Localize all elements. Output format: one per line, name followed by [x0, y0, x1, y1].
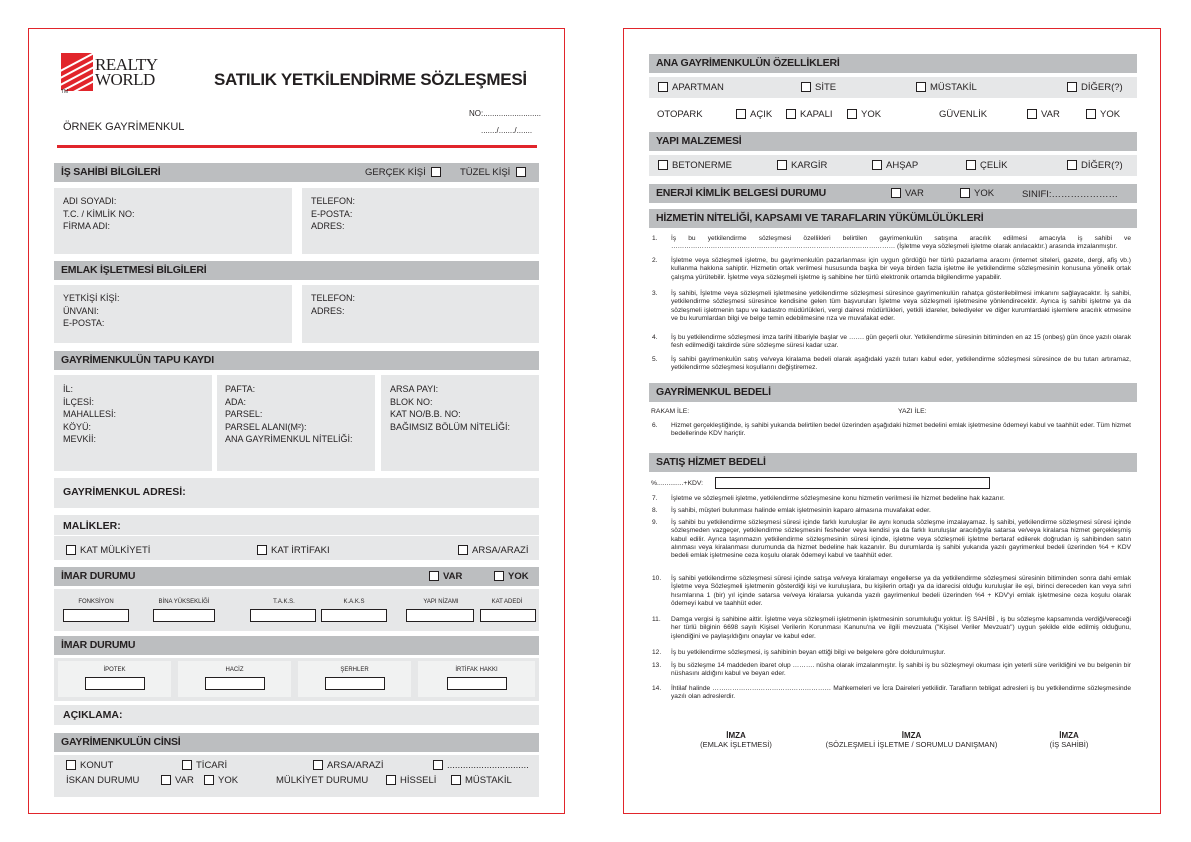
feature-other-label: DİĞER(?) [1081, 82, 1123, 93]
owner-header-text: İŞ SAHİBİ BİLGİLERİ [61, 166, 161, 178]
parking-label: OTOPARK [657, 109, 703, 120]
owner-phone-field: TELEFON: [311, 196, 356, 206]
clause-text: İş sahibi, müşteri bulunması halinde emlak işletmesinin kaparo almasına muvafakat eder. [671, 507, 931, 514]
residential-label: KONUT [80, 760, 114, 771]
energy-no-checkbox[interactable] [960, 188, 970, 198]
price-header-text: GAYRİMENKUL BEDELİ [656, 386, 771, 398]
zoning-header-text: İMAR DURUMU [61, 570, 136, 582]
feature-apartment-option[interactable] [658, 82, 724, 93]
feature-other-checkbox[interactable] [1067, 82, 1077, 92]
realty-world-logo [61, 53, 158, 95]
zoning-no-checkbox[interactable] [494, 571, 504, 581]
document-title: SATILIK YETKİLENDİRME SÖZLEŞMESİ [214, 70, 527, 89]
feature-site-option[interactable] [801, 82, 836, 93]
owner-name-field: ADI SOYADI: [63, 196, 117, 206]
clause-text: İş sahibi yetkilendirme sözleşmesi süresi içinde satışa ve/veya kiralamayı engellerse ya da yetkilendirme sözleşmesi süresinin bitiminden sonra dahi emlak İşletme veya Sözleşmeli işletmenin gösterdiği kişi ve kuruluşlara, bu kişilerin ortağı ya da idarecisi olduğu kuruluşlar ile eşi, birinci dereceden kan veya sıhri hısımlarına 1 (bir) yıl içinde satarsa ve/veya kiralarsa yukarıda yazılı gayrimenkul bedeli üzerinden %4 + KDV'yi emlak işletmesine ceza koşulu olarak ödemeyi kabul ve taahhüt eder. [671, 575, 1131, 607]
encumbrance-panel [54, 658, 539, 701]
security-no-label: YOK [1100, 109, 1121, 120]
encumbrance-section-header [54, 636, 539, 655]
occupancy-yes-option[interactable] [161, 775, 194, 786]
zoning-values-panel [54, 589, 539, 631]
clause-number: 5. [652, 356, 658, 363]
type-land-checkbox[interactable] [313, 760, 323, 770]
zoning-taks-input[interactable] [250, 609, 316, 622]
signature-role: (EMLAK İŞLETMESİ) [700, 740, 772, 749]
legal-person-checkbox[interactable] [516, 167, 526, 177]
lien-input[interactable] [205, 677, 265, 690]
left-page [28, 28, 565, 814]
material-other-option[interactable] [1067, 160, 1123, 171]
parking-none-option[interactable] [847, 109, 881, 120]
detached-checkbox[interactable] [451, 775, 461, 785]
parking-open-label: AÇIK [750, 109, 773, 120]
deed-land-share: ARSA PAYI: [390, 384, 439, 394]
steel-checkbox[interactable] [966, 160, 976, 170]
features-header-text: ANA GAYRİMENKULÜN ÖZELLİKLERİ [656, 57, 840, 69]
energy-yes-option[interactable] [891, 188, 924, 199]
logo-line-2: WORLD [95, 70, 155, 89]
clause-14 [652, 685, 1131, 702]
agency-left-panel[interactable] [54, 285, 292, 343]
owner-id-field: T.C. / KİMLİK NO: [63, 208, 135, 219]
service-section-header [649, 209, 1137, 228]
occupancy-yes-label: VAR [175, 775, 194, 786]
clause-number: 11. [652, 616, 661, 623]
clause-number: 8. [652, 507, 658, 514]
servitude-input[interactable] [447, 677, 507, 690]
site-checkbox[interactable] [801, 82, 811, 92]
security-no-option[interactable] [1086, 109, 1120, 120]
owner-right-panel[interactable] [302, 188, 539, 254]
material-masonry-option[interactable] [777, 160, 827, 171]
owner-left-panel[interactable] [54, 188, 292, 254]
apartment-label: APARTMAN [672, 82, 724, 93]
logo-line-1: REALTY [95, 55, 158, 74]
occupancy-no-option[interactable] [204, 775, 238, 786]
encumbrance-header-text: İMAR DURUMU [61, 639, 136, 651]
deed-province: İL: [63, 384, 74, 394]
parking-open-checkbox[interactable] [736, 109, 746, 119]
owners-divider [54, 535, 539, 536]
clause-text: İşletme ve sözleşmeli işletme, yetkilendirme sözleşmesine konu hizmetin verilmesi ile hizmet bedeline hak kazanır. [671, 495, 1005, 502]
zoning-function-label: FONKSİYON [78, 599, 114, 605]
deed-parcel-area: PARSEL ALANI(M²): [225, 421, 307, 432]
clause-number: 13. [652, 662, 662, 669]
zoning-no-label: YOK [508, 571, 529, 582]
deed-block: ADA: [225, 396, 247, 407]
feature-other-option[interactable] [1067, 82, 1123, 93]
signature-owner[interactable] [1024, 731, 1114, 749]
zoning-function-input[interactable] [63, 609, 129, 622]
contract-date[interactable]: ......./......./....... [481, 126, 533, 135]
agency-address-field: ADRES: [311, 305, 345, 316]
wood-checkbox[interactable] [872, 160, 882, 170]
commercial-checkbox[interactable] [182, 760, 192, 770]
detached-label: MÜSTAKİL [465, 775, 512, 786]
zoning-order-label: YAPI NİZAMI [423, 599, 459, 605]
apartment-checkbox[interactable] [658, 82, 668, 92]
features-section-header [649, 54, 1137, 73]
type-header-text: GAYRİMENKULÜN CİNSİ [61, 736, 181, 748]
deed-floor-no: KAT NO/B.B. NO: [390, 409, 461, 419]
material-concrete-option[interactable] [658, 160, 732, 171]
clause-1 [652, 235, 1131, 252]
clause-11 [652, 616, 1131, 641]
agency-email-field: E-POSTA: [63, 318, 105, 328]
mortgage-label: İPOTEK [103, 667, 126, 673]
material-wood-option[interactable] [872, 160, 918, 171]
energy-yes-checkbox[interactable] [891, 188, 901, 198]
clause-9 [652, 519, 1131, 560]
annotations-cell [298, 661, 411, 697]
type-residential-option[interactable] [66, 760, 113, 771]
deed-neighborhood: MAHALLESİ: [63, 409, 117, 419]
real-person-label: GERÇEK KİŞİ [365, 167, 426, 178]
clause-5 [652, 356, 1131, 373]
parking-closed-option[interactable] [786, 109, 833, 120]
type-other-option[interactable] [433, 760, 529, 771]
feature-detached-label: MÜSTAKİL [930, 82, 977, 93]
clause-10 [652, 575, 1131, 608]
ownership-label: MÜLKİYET DURUMU [276, 775, 369, 786]
deed-sheet: PAFTA: [225, 384, 256, 394]
zoning-order-input[interactable] [406, 609, 474, 622]
clause-number: 1. [652, 235, 658, 242]
energy-header-text: ENERJİ KİMLİK BELGESİ DURUMU [656, 187, 826, 199]
clause-text: İş bu yetkilendirme sözleşmesi özellikleri belirtilen gayrimenkulün satışına aracılık edilmesi amacıyla iş sahibi ve ………………………………………………………………………………………… (İşletme veya sözleşmeli işletme olarak anılacaktır.) arasında imzalanmıştır. [671, 235, 1131, 251]
zoning-height-label: BİNA YÜKSEKLİĞİ [158, 599, 210, 605]
notes-panel[interactable] [54, 705, 539, 725]
security-no-checkbox[interactable] [1086, 109, 1096, 119]
clause-number: 9. [652, 519, 658, 526]
concrete-label: BETONERME [672, 160, 733, 171]
zoning-yes-option[interactable] [429, 571, 462, 582]
zoning-kaks-input[interactable] [321, 609, 387, 622]
real-person-option[interactable] [365, 167, 445, 178]
header-divider [57, 145, 537, 148]
clause-number: 3. [652, 290, 658, 297]
residential-checkbox[interactable] [66, 760, 76, 770]
type-other-checkbox[interactable] [433, 760, 443, 770]
agency-right-panel[interactable] [302, 285, 539, 343]
lien-cell [178, 661, 291, 697]
legal-person-label: TÜZEL KİŞİ [460, 167, 511, 178]
condominium-label: KAT MÜLKİYETİ [80, 545, 151, 556]
logo-mark-icon [61, 53, 93, 91]
clause-text: İş bu yetkilendirme sözleşmesi, iş sahibinin beyan ettiği bilgi ve belgelere göre doldurulmuştur. [671, 649, 946, 656]
type-other-label: ............................... [447, 760, 529, 771]
zoning-floors-label: KAT ADEDİ [491, 599, 523, 605]
deed-col3-panel[interactable] [381, 375, 539, 471]
clause-text: Hizmet gerçekleştiğinde, iş sahibi yukarıda belirtilen bedel üzerinden aşağıdaki hizmet bedelini emlak işletmesine ödemeyi kabul ve taahhüt eder. Tüm hizmet bedellerinde KDV hariçtir. [671, 422, 1131, 438]
right-page [623, 28, 1161, 814]
zoning-height-input[interactable] [153, 609, 215, 622]
fee-section-header [649, 453, 1137, 472]
annotations-label: ŞERHLER [340, 667, 369, 673]
masonry-label: KARGİR [791, 160, 828, 171]
annotations-input[interactable] [325, 677, 385, 690]
material-section-header [649, 132, 1137, 151]
site-label: SİTE [815, 82, 837, 93]
occupancy-yes-checkbox[interactable] [161, 775, 171, 785]
parking-none-checkbox[interactable] [847, 109, 857, 119]
price-section-header [649, 383, 1137, 402]
deed-block-no: BLOK NO: [390, 396, 433, 407]
deed-main-property-type: ANA GAYRİMENKUL NİTELİĞİ: [225, 434, 353, 444]
contract-number[interactable]: NO:.......................... [469, 109, 542, 118]
land-label: ARSA/ARAZİ [472, 545, 529, 556]
masonry-checkbox[interactable] [777, 160, 787, 170]
security-yes-option[interactable] [1027, 109, 1060, 120]
owners-label: MALİKLER: [63, 520, 121, 532]
material-other-checkbox[interactable] [1067, 160, 1077, 170]
energy-yes-label: VAR [905, 188, 924, 199]
signature-role: (İŞ SAHİBİ) [1049, 740, 1089, 749]
agency-title-field: ÜNVANI: [63, 305, 99, 316]
easement-label: KAT İRTİFAKI [271, 545, 330, 556]
land-checkbox[interactable] [458, 545, 468, 555]
servitude-label: İRTİFAK HAKKI [455, 667, 498, 673]
easement-checkbox[interactable] [257, 545, 267, 555]
fee-amount-input[interactable] [715, 477, 990, 489]
price-words-field[interactable]: YAZI İLE: [898, 408, 927, 415]
zoning-no-option[interactable] [494, 571, 529, 582]
zoning-kaks-label: K.A.K.S [343, 599, 365, 605]
type-section-header [54, 733, 539, 752]
lien-label: HACİZ [225, 667, 244, 673]
clause-number: 2. [652, 257, 658, 264]
type-land-option[interactable] [313, 760, 384, 771]
type-land-label: ARSA/ARAZİ [327, 760, 384, 771]
owners-condominium-option[interactable] [66, 545, 150, 556]
owner-email-field: E-POSTA: [311, 208, 353, 219]
parking-closed-label: KAPALI [800, 109, 833, 120]
agency-phone-field: TELEFON: [311, 293, 356, 303]
parking-none-label: YOK [861, 109, 882, 120]
deed-col1-panel[interactable] [54, 375, 212, 471]
signature-role: (SÖZLEŞMELİ İŞLETME / SORUMLU DANIŞMAN) [825, 740, 998, 749]
clause-2 [652, 257, 1131, 282]
signature-label: İMZA [901, 731, 922, 740]
condominium-checkbox[interactable] [66, 545, 76, 555]
wood-label: AHŞAP [886, 160, 919, 171]
clause-text: İş sahibi gayrimenkulün satış ve/veya kiralama bedeli olarak aşağıdaki yazılı tutarı kabul eder, yetkilendirme sözleşmesi süresince de bu tutarı artıramaz, yetkilendirme sözleşmesi koşullarını değiştiremez. [671, 356, 1131, 372]
signature-contracted-agent[interactable] [804, 731, 1019, 749]
agency-section-header [54, 261, 539, 280]
agency-header-text: EMLAK İŞLETMESİ BİLGİLERİ [61, 264, 207, 276]
occupancy-no-checkbox[interactable] [204, 775, 214, 785]
security-yes-checkbox[interactable] [1027, 109, 1037, 119]
clause-7 [652, 495, 1131, 503]
clause-number: 14. [652, 685, 662, 692]
zoning-section-header [54, 567, 539, 586]
owner-company-field: FİRMA ADI: [63, 221, 111, 231]
clause-text: İş bu sözleşme 14 maddeden ibaret olup ………. nüsha olarak imzalanmıştır. İş sahibi iş bu sözleşmeyi okuması için yeterli süre verildiğini ve bu belgenin bir nüshasını aldığını kabul ve beyan eder. [671, 662, 1131, 678]
clause-number: 10. [652, 575, 662, 582]
clause-12 [652, 649, 1131, 657]
ownership-detached-option[interactable] [451, 775, 512, 786]
shared-checkbox[interactable] [386, 775, 396, 785]
agency-contact-field: YETKİŞİ KİŞİ: [63, 293, 120, 303]
energy-no-label: YOK [974, 188, 995, 199]
material-other-label: DİĞER(?) [1081, 160, 1123, 171]
deed-header-text: GAYRİMENKULÜN TAPU KAYDI [61, 354, 214, 366]
clause-number: 12. [652, 649, 662, 656]
clause-text: İhtilaf halinde ……………………………………………… Mahkemeleri ve İcra Daireleri yetkilidir. Tarafların tebligat adresleri iş bu yetkilendirme sözleşmesinde yazılı olan adreslerdir. [671, 685, 1131, 701]
concrete-checkbox[interactable] [658, 160, 668, 170]
commercial-label: TİCARİ [196, 760, 228, 771]
legal-person-option[interactable] [460, 167, 530, 178]
deed-parcel: PARSEL: [225, 409, 263, 419]
clause-4 [652, 334, 1131, 351]
notes-label: AÇIKLAMA: [63, 709, 123, 721]
material-header-text: YAPI MALZEMESİ [656, 135, 742, 147]
deed-village: KÖYÜ: [63, 421, 92, 432]
owners-land-option[interactable] [458, 545, 529, 556]
clause-number: 4. [652, 334, 658, 341]
clause-number: 6. [652, 422, 658, 429]
mortgage-input[interactable] [85, 677, 145, 690]
zoning-yes-label: VAR [443, 571, 463, 582]
clause-text: Damga vergisi iş sahibine aittir. İşletme veya sözleşmeli işletmenin işletmesinin sorumluluğu yoktur. İŞ SAHİBİ , iş bu sözleşme kapsamında verdiği/vereceği her türlü bilginin 6698 sayılı Kişisel Verilerin Korunması Kanunu'na ve ilgili mevzuata ("Kişisel Veriler Mevzuatı") uygun şekilde elde edilmiş olduğunu, işlendiğini ve paylaşıldığını onaylar ve kabul eder. [671, 616, 1131, 640]
mortgage-cell [58, 661, 171, 697]
clause-number: 7. [652, 495, 658, 502]
material-steel-option[interactable] [966, 160, 1007, 171]
clause-13 [652, 662, 1131, 679]
signature-label: İMZA [726, 731, 746, 740]
clause-text: İş sahibi, İşletme veya sözleşmeli işletmesine yetkilendirme sözleşmesi süresince gayrimenkulün rahatça gösterilebilmesi imkanını sağlayacaktır. İş sahibi, yetkilendirme sözleşmesi süresince kendisine gelen tüm başvuruları İşletme veya sözleşmeli işletmesine yönlendirecektir. Ayrıca iş sahibi işletme ya da sözleşmeli işletmenin tapu ve kadastro müdürlükleri, vergi dairesi müdürlükleri, yetkili idareler, belediyeler ve diğer kurumlardaki işlemlere aracılık etmesine ve bu kurumlardan bilgi ve belge temin edebilmesine rıza ve muvafakat eder. [671, 290, 1131, 322]
security-label: GÜVENLİK [939, 109, 988, 120]
clause-text: İş bu yetkilendirme sözleşmesi imza tarihi itibariyle başlar ve ……. gün geçerli olur. Yetkilendirme süresinin bitiminden en az 15 (onbeş) gün önce yazılı olarak fesh edilmediği takdirde süre sözleşme süresi kadar uzar. [671, 334, 1131, 350]
signature-agency[interactable] [676, 731, 796, 749]
owner-address-field: ADRES: [311, 221, 345, 231]
real-person-checkbox[interactable] [431, 167, 441, 177]
logo-trademark: TM [61, 89, 69, 95]
owners-easement-option[interactable] [257, 545, 330, 556]
sample-label: ÖRNEK GAYRİMENKUL [63, 121, 185, 133]
feature-detached-option[interactable] [916, 82, 977, 93]
service-header-text: HİZMETİN NİTELİĞİ, KAPSAMI VE TARAFLARIN YÜKÜMLÜLÜKLERİ [656, 212, 984, 224]
deed-section-header [54, 351, 539, 370]
clause-6 [652, 422, 1131, 439]
type-commercial-option[interactable] [182, 760, 227, 771]
fee-percent-label: %..............+KDV: [651, 480, 704, 487]
zoning-floors-input[interactable] [480, 609, 536, 622]
energy-class-field[interactable]: SINIFI:………………… [1022, 189, 1119, 200]
property-address-label: GAYRİMENKUL ADRESİ: [63, 486, 186, 498]
occupancy-no-label: YOK [218, 775, 239, 786]
shared-label: HİSSELİ [400, 775, 437, 786]
signature-label: İMZA [1059, 731, 1079, 740]
property-address-panel[interactable] [54, 478, 539, 508]
clause-3 [652, 290, 1131, 323]
deed-unit-type: BAĞIMSIZ BÖLÜM NİTELİĞİ: [390, 421, 511, 432]
ownership-shared-option[interactable] [386, 775, 436, 786]
zoning-taks-label: T.A.K.S. [273, 599, 295, 605]
servitude-cell [418, 661, 535, 697]
energy-no-option[interactable] [960, 188, 994, 199]
feature-detached-checkbox[interactable] [916, 82, 926, 92]
clause-8 [652, 507, 1131, 515]
occupancy-label: İSKAN DURUMU [66, 775, 140, 786]
security-yes-label: VAR [1041, 109, 1060, 120]
price-digits-field[interactable]: RAKAM İLE: [651, 408, 690, 415]
deed-locality: MEVKİİ: [63, 434, 97, 444]
zoning-yes-checkbox[interactable] [429, 571, 439, 581]
parking-open-option[interactable] [736, 109, 772, 120]
steel-label: ÇELİK [980, 160, 1008, 171]
clause-text: İşletme veya sözleşmeli işletme, bu gayrimenkulün pazarlanması için uygun gördüğü her türlü pazarlama aracını (internet siteleri, gazete, dergi, afiş vb.) kullanma hakkına sahiptir. Hizmetin ortak verilmesi hususunda başka bir veya birden fazla işletme ile yetkilendirme sözleşmesinin konusuna yönelik ortak çalışma yürütebilir. İşletme veya sözleşmeli işletme iş sahibine her türlü elektronik ortamda bilgilendirme yapabilir. [671, 257, 1131, 281]
clause-text: İş sahibi bu yetkilendirme sözleşmesi süresi içinde farklı kuruluşlar ile aynı konuda sözleşme imzalayamaz. İş sahibi, yetkilendirme sözleşmesi süresi içinde sözleşmeden vazgeçer, yetkilendirme sözleşmesini fesheder veya kendisi ya da farklı kuruluşlar aracılığıyla satarsa ve/veya kiralarsa hizmet gerçekleşmiş kabul edilir. Ayrıca taşınmazın yetkilendirme sözleşmesinin süresi içinde, işletme veya sözleşmeli işletme bertaraf edilerek doğrudan iş sahibinden satın alınması veya kiralanması durumunda da hizmet bedeline hak kazanılır. Bu durumlarda iş sahibi yukarıda yazılı gayrimenkul bedeli üzerinden %4 + KDV bedeli emlak işletmesine ceza koşulu olarak ödemeyi kabul ve taahhüt eder. [671, 519, 1131, 560]
deed-col2-panel[interactable] [217, 375, 375, 471]
fee-header-text: SATIŞ HİZMET BEDELİ [656, 456, 766, 468]
parking-closed-checkbox[interactable] [786, 109, 796, 119]
deed-district: İLÇESİ: [63, 396, 95, 407]
